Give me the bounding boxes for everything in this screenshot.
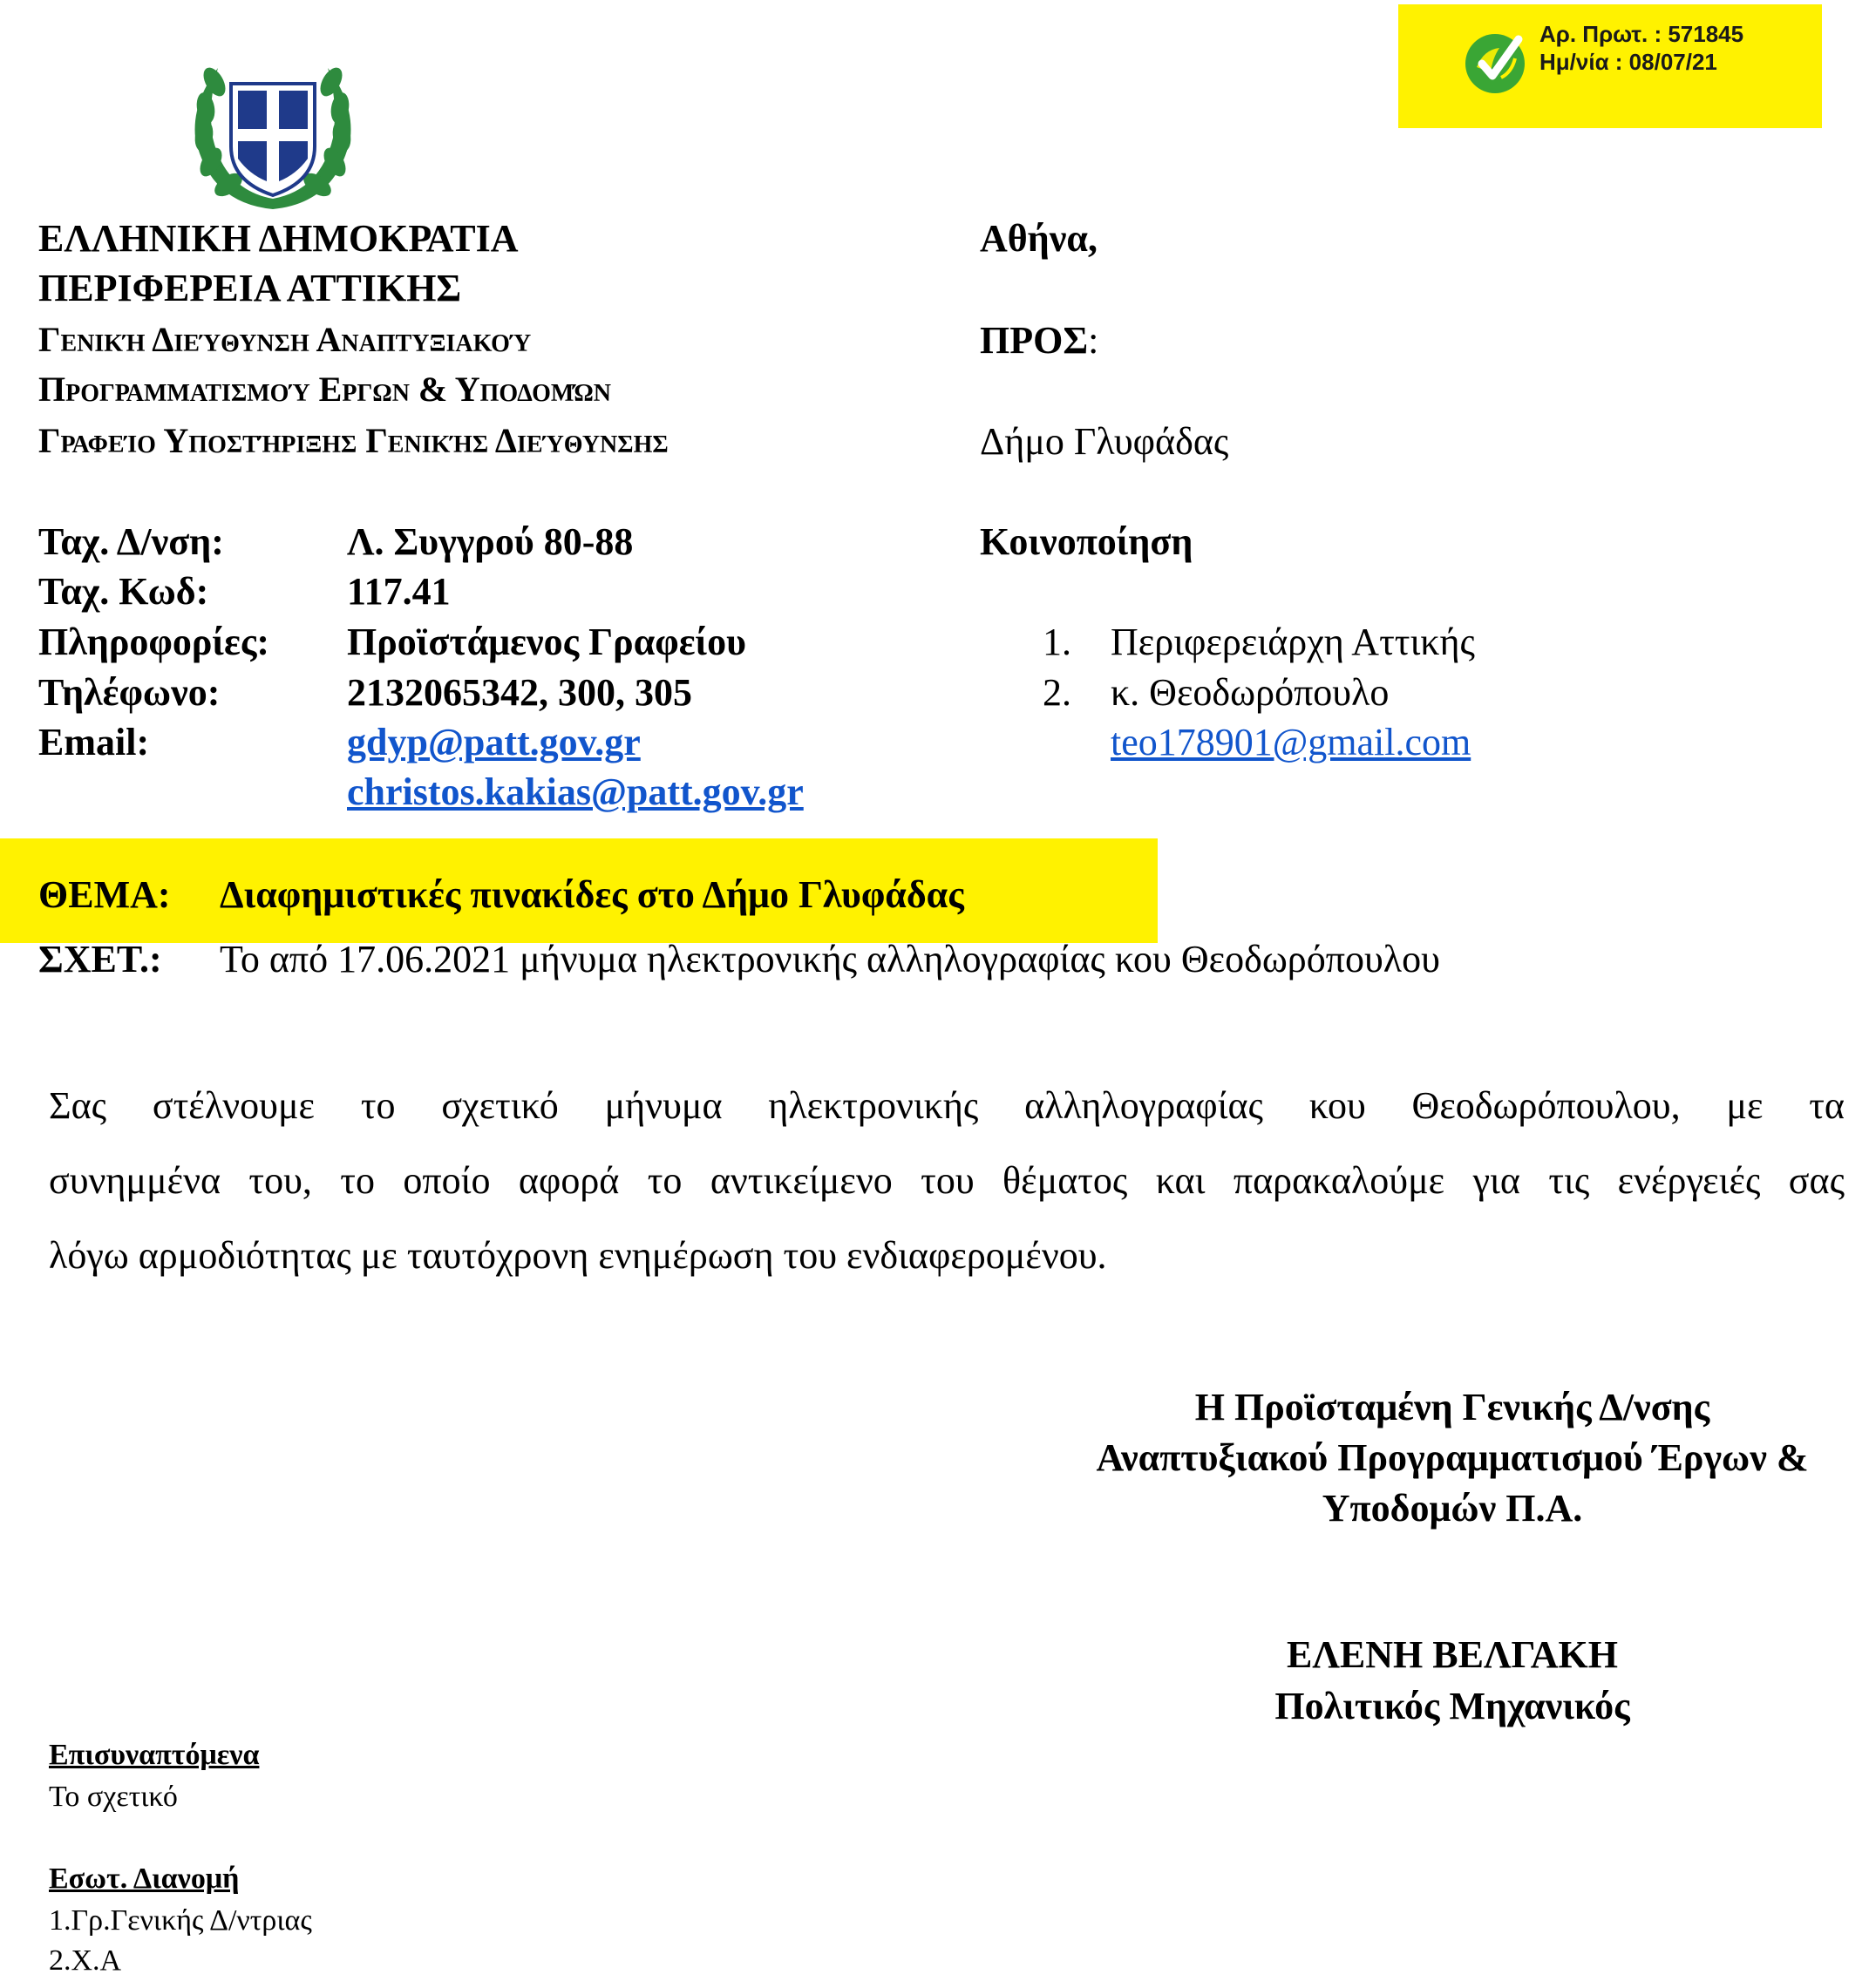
email-link-gdyp[interactable]: gdyp@patt.gov.gr xyxy=(347,721,641,763)
postal-label: Ταχ. Κωδ: xyxy=(38,570,209,613)
distribution-label: Εσωτ. Διανομή xyxy=(49,1862,240,1895)
cc-item-num: 1. xyxy=(1043,621,1071,663)
postal-value: 117.41 xyxy=(347,570,451,613)
cc-label: Κοινοποίηση xyxy=(980,520,1193,563)
signature-title xyxy=(1060,1382,1845,1534)
signatory-role: Πολιτικός Μηχανικός xyxy=(1274,1685,1630,1727)
signature-title-line: Αναπτυξιακού Προγραμματισμού Έργων & xyxy=(1096,1436,1809,1479)
distribution-item: 2.Χ.Α xyxy=(49,1944,122,1977)
header-region: ΠΕΡΙΦΕΡΕΙΑ ΑΤΤΙΚΗΣ xyxy=(38,267,462,309)
address-value: Λ. Συγγρού 80-88 xyxy=(347,520,634,563)
to-label: ΠΡΟΣ xyxy=(980,319,1089,362)
subject-label: ΘΕΜΑ: xyxy=(38,873,171,916)
signature-title-line: Υποδομών Π.Α. xyxy=(1322,1487,1583,1530)
address-label: Ταχ. Δ/νση: xyxy=(38,520,224,563)
city: Αθήνα, xyxy=(980,217,1098,260)
cc-email-link[interactable]: teo178901@gmail.com xyxy=(1111,721,1471,763)
distribution-item: 1.Γρ.Γενικής Δ/ντριας xyxy=(49,1904,312,1937)
greek-coat-of-arms-icon xyxy=(183,51,363,216)
signature-title-line: Η Προϊσταμένη Γενικής Δ/νσης xyxy=(1194,1386,1710,1428)
protocol-number: Αρ. Πρωτ. : 571845 xyxy=(1539,21,1744,47)
to-colon: : xyxy=(1088,319,1099,362)
header-office: Γραφείο Υποστήριξης Γενικής Διεύθυνσης xyxy=(38,421,669,460)
reference-text: Το από 17.06.2021 μήνυμα ηλεκτρονικής αλληλογραφίας κου Θεοδωρόπουλου xyxy=(220,938,1440,980)
body-line: λόγω αρμοδιότητας με ταυτόχρονη ενημέρωση του ενδιαφερομένου. xyxy=(49,1234,1107,1277)
to-line xyxy=(980,316,1098,366)
protocol-date: Ημ/νία : 08/07/21 xyxy=(1539,49,1717,75)
protocol-stamp xyxy=(1398,4,1822,128)
email-label: Email: xyxy=(38,721,150,763)
phone-label: Τηλέφωνο: xyxy=(38,671,221,714)
cc-item-num: 2. xyxy=(1043,671,1071,714)
info-label: Πληροφορίες: xyxy=(38,621,270,663)
cc-item-text: Περιφερειάρχη Αττικής xyxy=(1111,621,1475,663)
header-directorate: Γενική Διεύθυνση Αναπτυξιακού xyxy=(38,320,532,359)
info-value: Προϊστάμενος Γραφείου xyxy=(347,621,746,663)
header-republic: ΕΛΛΗΝΙΚΗ ΔΗΜΟΚΡΑΤΙΑ xyxy=(38,217,519,260)
checkmark-leaf-icon xyxy=(1458,24,1533,98)
email-link-kakias[interactable]: christos.kakias@patt.gov.gr xyxy=(347,770,804,813)
body-paragraph xyxy=(49,1069,1845,1293)
stamp-text xyxy=(1539,20,1743,76)
attachments-label: Επισυναπτόμενα xyxy=(49,1739,260,1771)
phone-value: 2132065342, 300, 305 xyxy=(347,671,692,714)
subject-text: Διαφημιστικές πινακίδες στο Δήμο Γλυφάδας xyxy=(220,873,964,916)
attachments-text: Το σχετικό xyxy=(49,1781,178,1813)
signatory-name: ΕΛΕΝΗ ΒΕΛΓΑΚΗ xyxy=(1287,1633,1618,1676)
reference-label: ΣΧΕΤ.: xyxy=(38,938,162,980)
body-line: Σας στέλνουμε το σχετικό μήνυμα ηλεκτρονικής αλληλογραφίας κου Θεοδωρόπουλου, με τα xyxy=(49,1084,1845,1127)
body-line: συνημμένα του, το οποίο αφορά το αντικείμενο του θέματος και παρακαλούμε για τις ενέργειές σας xyxy=(49,1159,1845,1202)
header-directorate-2: Προγραμματισμού Εργων & Υποδομών xyxy=(38,370,611,409)
cc-item-text: κ. Θεοδωρόπουλο xyxy=(1111,671,1390,714)
recipient: Δήμο Γλυφάδας xyxy=(980,420,1229,463)
